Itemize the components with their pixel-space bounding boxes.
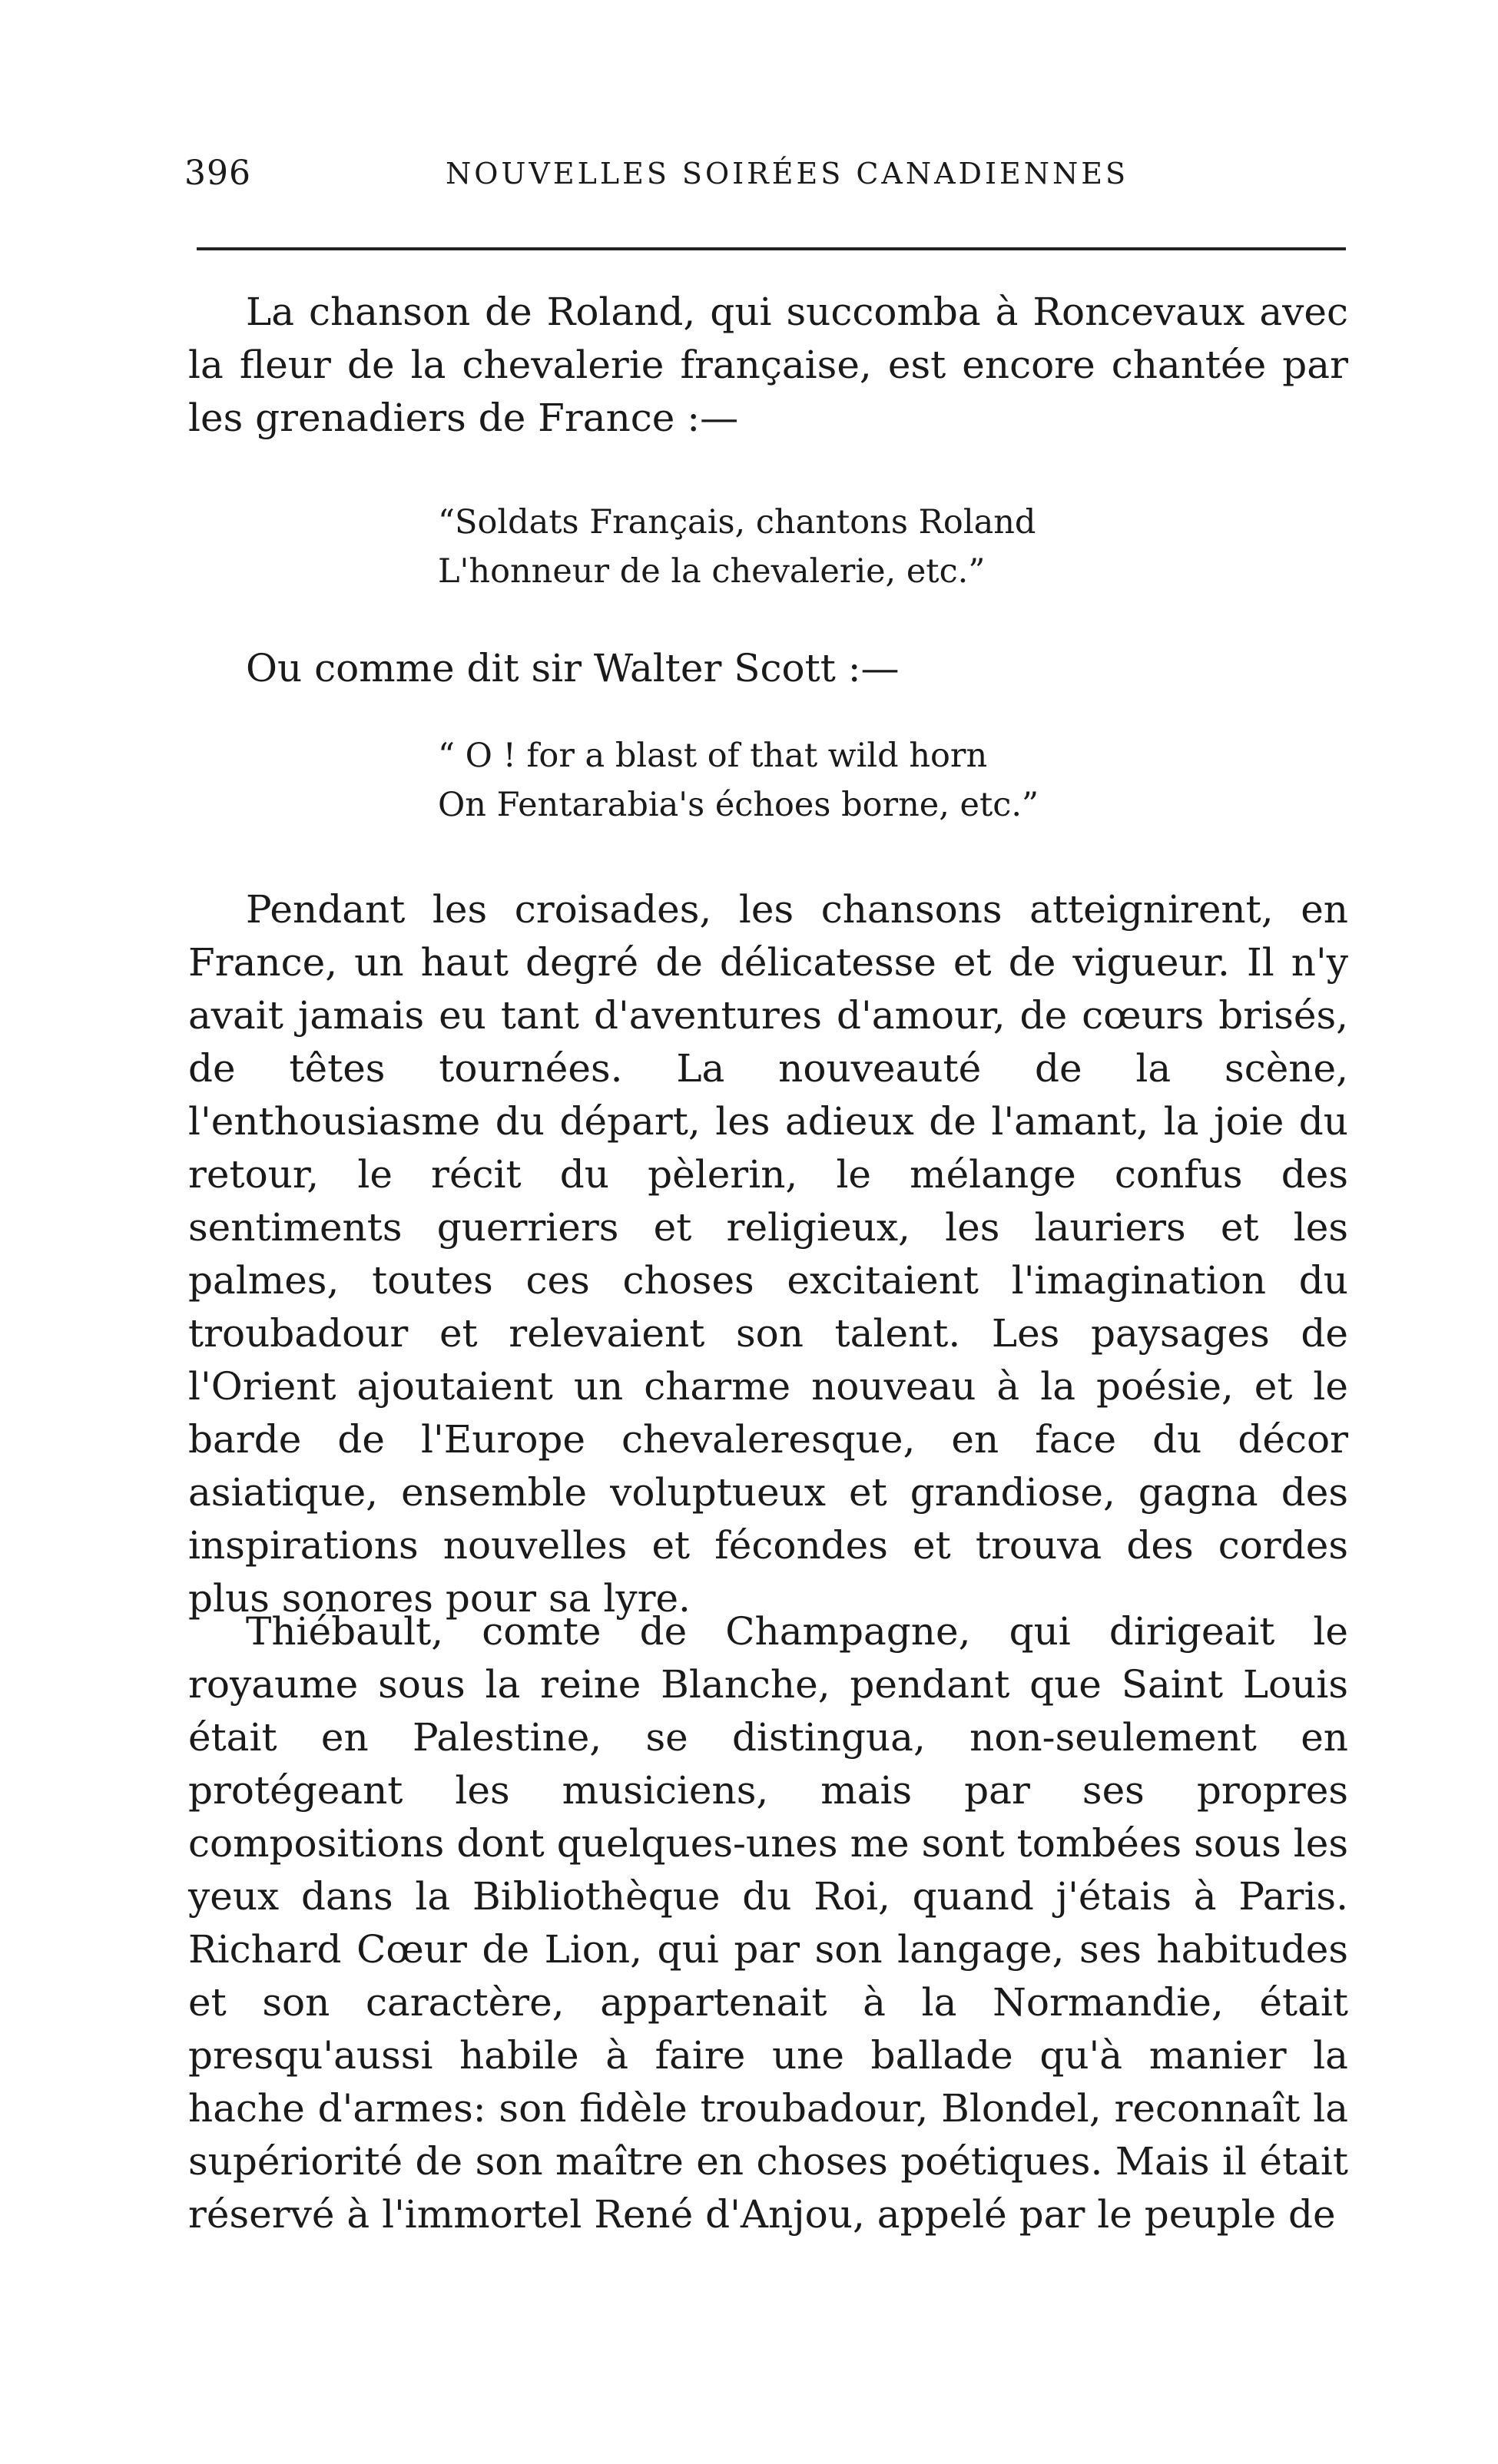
quote-line: On Fentarabia's échoes borne, etc.” bbox=[438, 786, 1039, 824]
quote-line: “Soldats Français, chantons Roland bbox=[438, 503, 1036, 541]
quote-line: “ O ! for a blast of that wild horn bbox=[438, 737, 988, 775]
running-title: NOUVELLES SOIRÉES CANADIENNES bbox=[446, 157, 1129, 190]
paragraph-roland bbox=[188, 286, 1348, 445]
running-head bbox=[184, 154, 1352, 207]
paragraph-croisades bbox=[188, 883, 1348, 1625]
paragraph-text: Ou comme dit sir Walter Scott :— bbox=[246, 646, 900, 691]
paragraph-walter-scott bbox=[188, 642, 1348, 695]
paragraph-text: La chanson de Roland, qui succomba à Roncevaux avec la fleur de la chevalerie française, est encore chantée par les grenadiers de France :— bbox=[188, 290, 1348, 440]
quote-line: L'honneur de la chevalerie, etc.” bbox=[438, 552, 986, 591]
quote-soldats bbox=[438, 498, 1036, 596]
quote-blast bbox=[438, 731, 1039, 830]
page-number: 396 bbox=[184, 154, 251, 193]
paragraph-text: Thiébault, comte de Champagne, qui dirigeait le royaume sous la reine Blanche, pendant que Saint Louis était en Palestine, se distingua, non-seulement en protégeant les musiciens, mais par ses propres compositions dont quelques-unes me sont tombées sous les yeux dans la Bibliothèque du Roi, quand j'étais à Paris. Richard Cœur de Lion, qui par son langage, ses habitudes et son caractère, appartenait à la Normandie, était presqu'aussi habile à faire une ballade qu'à manier la hache d'armes: son fidèle troubadour, Blondel, reconnaît la supériorité de son maître en choses poétiques. Mais il était réservé à l'immortel René d'Anjou, appelé par le peuple de bbox=[188, 1609, 1348, 2237]
paragraph-thiebault bbox=[188, 1605, 1348, 2241]
paragraph-text: Pendant les croisades, les chansons atteignirent, en France, un haut degré de délicatesse et de vigueur. Il n'y avait jamais eu tant d'aventures d'amour, de cœurs brisés, de têtes tournées. La nouveauté de la scène, l'enthousiasme du départ, les adieux de l'amant, la joie du retour, le récit du pèlerin, le mélange confus des sentiments guerriers et religieux, les lauriers et les palmes, toutes ces choses excitaient l'imagination du troubadour et relevaient son talent. Les paysages de l'Orient ajoutaient un charme nouveau à la poésie, et le barde de l'Europe chevaleresque, en face du décor asiatique, ensemble voluptueux et grandiose, gagna des inspirations nouvelles et fécondes et trouva des cordes plus sonores pour sa lyre. bbox=[188, 887, 1348, 1621]
header-rule bbox=[197, 247, 1346, 250]
